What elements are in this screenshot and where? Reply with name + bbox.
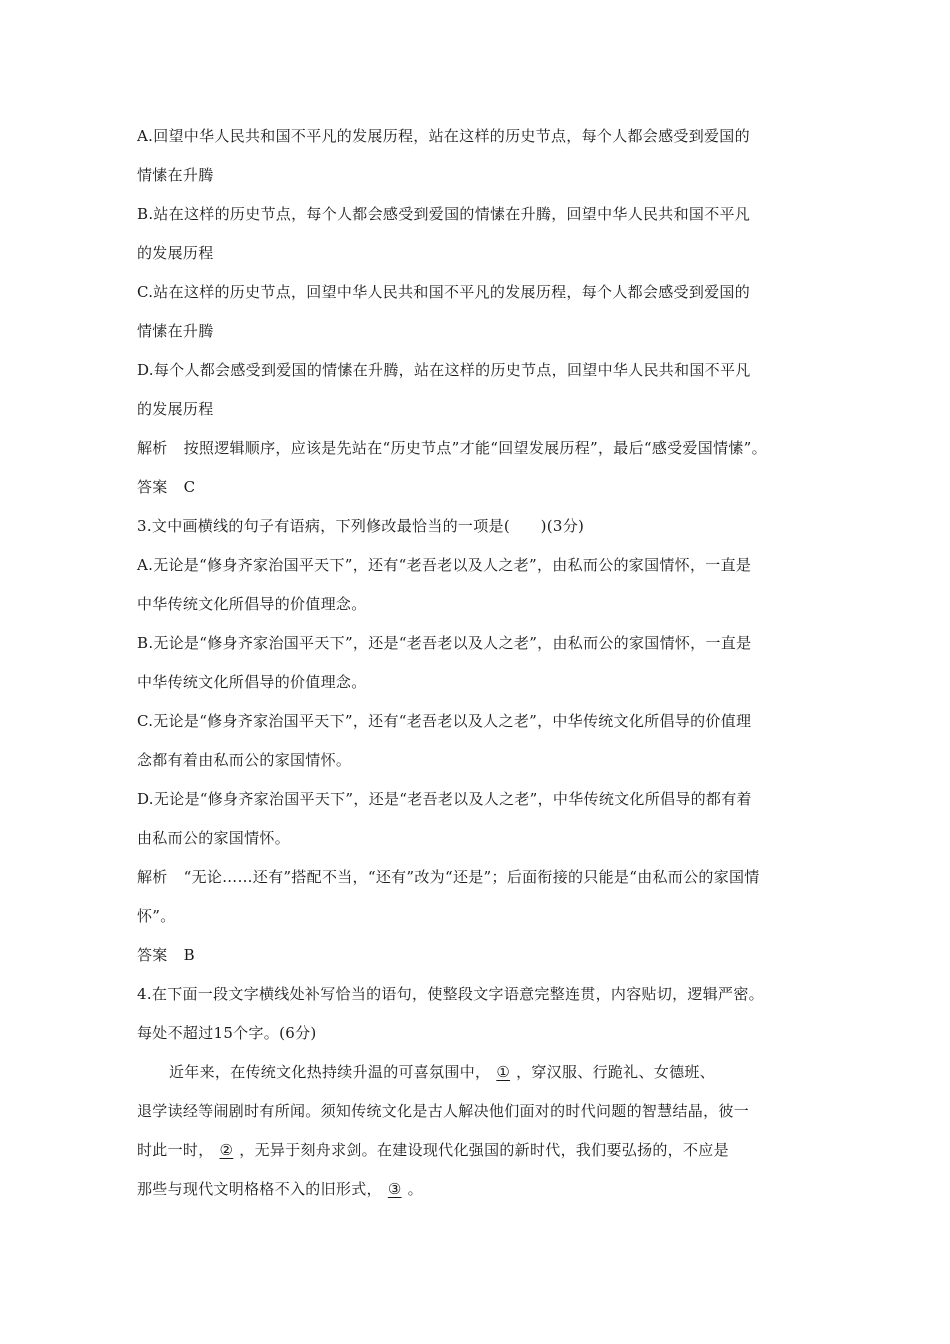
option-line: 情愫在升腾 xyxy=(137,322,214,340)
passage-line xyxy=(137,1136,817,1175)
option-line: A.回望中华人民共和国不平凡的发展历程，站在这样的历史节点，每个人都会感受到爱国的 xyxy=(137,127,750,145)
option-line: D.每个人都会感受到爱国的情愫在升腾，站在这样的历史节点，回望中华人民共和国不平凡 xyxy=(137,361,751,379)
passage-line: 退学读经等闹剧时有所闻。须知传统文化是古人解决他们面对的时代问题的智慧结晶，彼一 xyxy=(137,1102,750,1120)
passage-text: ，无异于刻舟求剑。在建设现代化强国的新时代，我们要弘扬的，不应是 xyxy=(239,1141,729,1159)
option-line: B.无论是“修身齐家治国平天下”，还是“老吾老以及人之老”，由私而公的家国情怀，一直是 xyxy=(137,634,752,652)
option-line: A.无论是“修身齐家治国平天下”，还有“老吾老以及人之老”，由私而公的家国情怀，一直是 xyxy=(137,556,752,574)
option-line: D.无论是“修身齐家治国平天下”，还是“老吾老以及人之老”，中华传统文化所倡导的都有着 xyxy=(137,790,752,808)
answer-value: B xyxy=(183,946,195,964)
answer-label: 答案 xyxy=(137,478,168,496)
q2-option-a xyxy=(137,122,817,200)
analysis-label: 解析 xyxy=(137,439,168,457)
passage-line xyxy=(137,1175,817,1214)
passage-text: 那些与现代文明格格不入的旧形式， xyxy=(137,1180,382,1198)
q2-option-c xyxy=(137,278,817,356)
blank-2: ② xyxy=(219,1141,234,1159)
document-page xyxy=(137,122,817,1214)
q3-analysis xyxy=(137,863,817,941)
passage-text: 近年来，在传统文化热持续升温的可喜氛围中， xyxy=(169,1063,491,1081)
option-line: B.站在这样的历史节点，每个人都会感受到爱国的情愫在升腾，回望中华人民共和国不平凡 xyxy=(137,205,751,223)
analysis-line xyxy=(137,863,817,902)
option-line: 中华传统文化所倡导的价值理念。 xyxy=(137,595,367,613)
analysis-text: 按照逻辑顺序，应该是先站在“历史节点”才能“回望发展历程”，最后“感受爱国情愫”。 xyxy=(183,439,767,457)
blank-1: ① xyxy=(496,1063,511,1081)
option-line: 念都有着由私而公的家国情怀。 xyxy=(137,751,352,769)
option-line: 的发展历程 xyxy=(137,244,214,262)
stem-line: 每处不超过15个字。(6分) xyxy=(137,1024,317,1042)
q3-option-b xyxy=(137,629,817,707)
q3-stem: 3.文中画横线的句子有语病，下列修改最恰当的一项是( )(3分) xyxy=(137,517,585,535)
q4-passage xyxy=(137,1058,817,1214)
analysis-label: 解析 xyxy=(137,868,168,886)
answer-label: 答案 xyxy=(137,946,168,964)
passage-text: 时此一时， xyxy=(137,1141,214,1159)
q2-option-d xyxy=(137,356,817,434)
passage-line xyxy=(137,1058,817,1097)
option-line: C.无论是“修身齐家治国平天下”，还有“老吾老以及人之老”，中华传统文化所倡导的价值理 xyxy=(137,712,752,730)
stem-line: 4.在下面一段文字横线处补写恰当的语句，使整段文字语意完整连贯，内容贴切，逻辑严密。 xyxy=(137,985,764,1003)
q3-option-c xyxy=(137,707,817,785)
passage-text: 。 xyxy=(407,1180,423,1198)
q2-answer xyxy=(137,473,817,512)
option-line: 中华传统文化所倡导的价值理念。 xyxy=(137,673,367,691)
q2-analysis xyxy=(137,434,817,473)
q3-option-a xyxy=(137,551,817,629)
q3-answer xyxy=(137,941,817,980)
option-line: 由私而公的家国情怀。 xyxy=(137,829,291,847)
option-line: 的发展历程 xyxy=(137,400,214,418)
analysis-text: “无论……还有”搭配不当，“还有”改为“还是”；后面衔接的只能是“由私而公的家国情 xyxy=(183,868,760,886)
answer-value: C xyxy=(183,478,196,496)
blank-3: ③ xyxy=(387,1180,402,1198)
option-line: 情愫在升腾 xyxy=(137,166,214,184)
option-line: C.站在这样的历史节点，回望中华人民共和国不平凡的发展历程，每个人都会感受到爱国的 xyxy=(137,283,751,301)
q2-option-b xyxy=(137,200,817,278)
passage-text: ，穿汉服、行跪礼、女德班、 xyxy=(516,1063,715,1081)
q4-stem xyxy=(137,980,817,1058)
analysis-line: 怀”。 xyxy=(137,907,176,925)
q3-option-d xyxy=(137,785,817,863)
